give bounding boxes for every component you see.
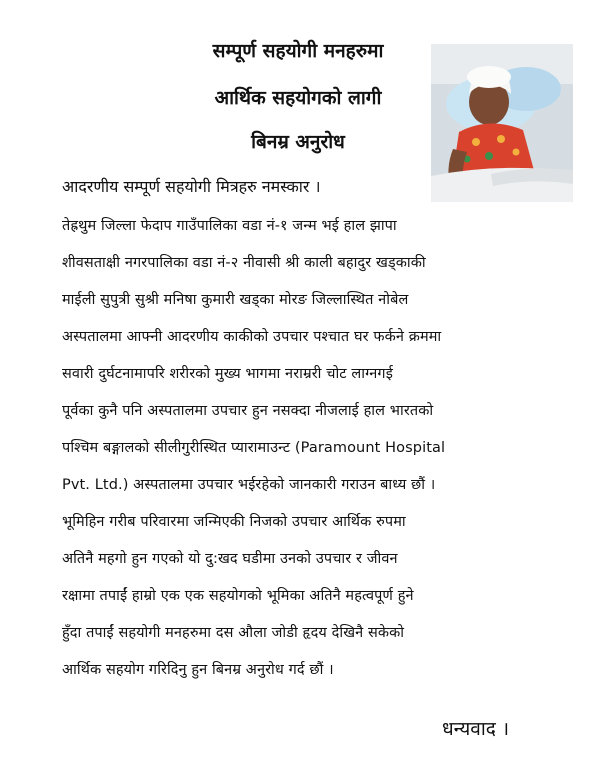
- body-line: सवारी दुर्घटनामापरि शरीरको मुख्य भागमा नराम्ररी चोट लाग्नगई: [62, 366, 393, 382]
- body-line: हुँदा तपाईं सहयोगी मनहरुमा दस औला जोडी हृदय देखिनै सकेको: [62, 625, 405, 641]
- body-line: पूर्वका कुनै पनि अस्पतालमा उपचार हुन नसक्दा नीजलाई हाल भारतको: [62, 403, 434, 419]
- body-line: भूमिहिन गरीब परिवारमा जन्मिएकी निजको उपचार आर्थिक रुपमा: [62, 514, 406, 530]
- body-line: आर्थिक सहयोग गरिदिनु हुन बिनम्र अनुरोध गर्द छौं ।: [62, 662, 334, 678]
- closing-thanks: धन्यवाद ।: [442, 718, 510, 740]
- title-line-2: आर्थिक सहयोगको लागी: [214, 87, 382, 109]
- title-line-1: सम्पूर्ण सहयोगी मनहरुमा: [212, 40, 384, 62]
- body-line: पश्चिम बङ्गालको सीलीगुरीस्थित प्यारामाउन्ट (Paramount Hospital: [62, 440, 446, 456]
- body-line: अस्पतालमा आफ्नी आदरणीय काकीको उपचार पश्चात घर फर्कने क्रममा: [62, 329, 442, 345]
- greeting: आदरणीय सम्पूर्ण सहयोगी मित्रहरु नमस्कार ।: [62, 177, 321, 196]
- body-line: माईली सुपुत्री सुश्री मनिषा कुमारी खड्का मोरङ जिल्लास्थित नोबेल: [62, 292, 409, 308]
- title-line-3: बिनम्र अनुरोध: [251, 131, 345, 153]
- body-line: अतिनै महगो हुन गएको यो दु:खद घडीमा उनको उपचार र जीवन: [62, 551, 398, 567]
- body-line: तेह्रथुम जिल्ला फेदाप गाउँपालिका वडा नं-१ जन्म भई हाल झापा: [62, 218, 397, 234]
- body-line: Pvt. Ltd.) अस्पतालमा उपचार भईरहेको जानकारी गराउन बाध्य छौं ।: [62, 477, 436, 493]
- patient-photo: [431, 44, 573, 202]
- body-line: शीवसताक्षी नगरपालिका वडा नं-२ नीवासी श्री काली बहादुर खड्काकी: [62, 255, 426, 271]
- body-line: रक्षामा तपाईं हाम्रो एक एक सहयोगको भूमिका अतिनै महत्वपूर्ण हुने: [62, 588, 414, 604]
- patient-photo-icon: [431, 44, 573, 202]
